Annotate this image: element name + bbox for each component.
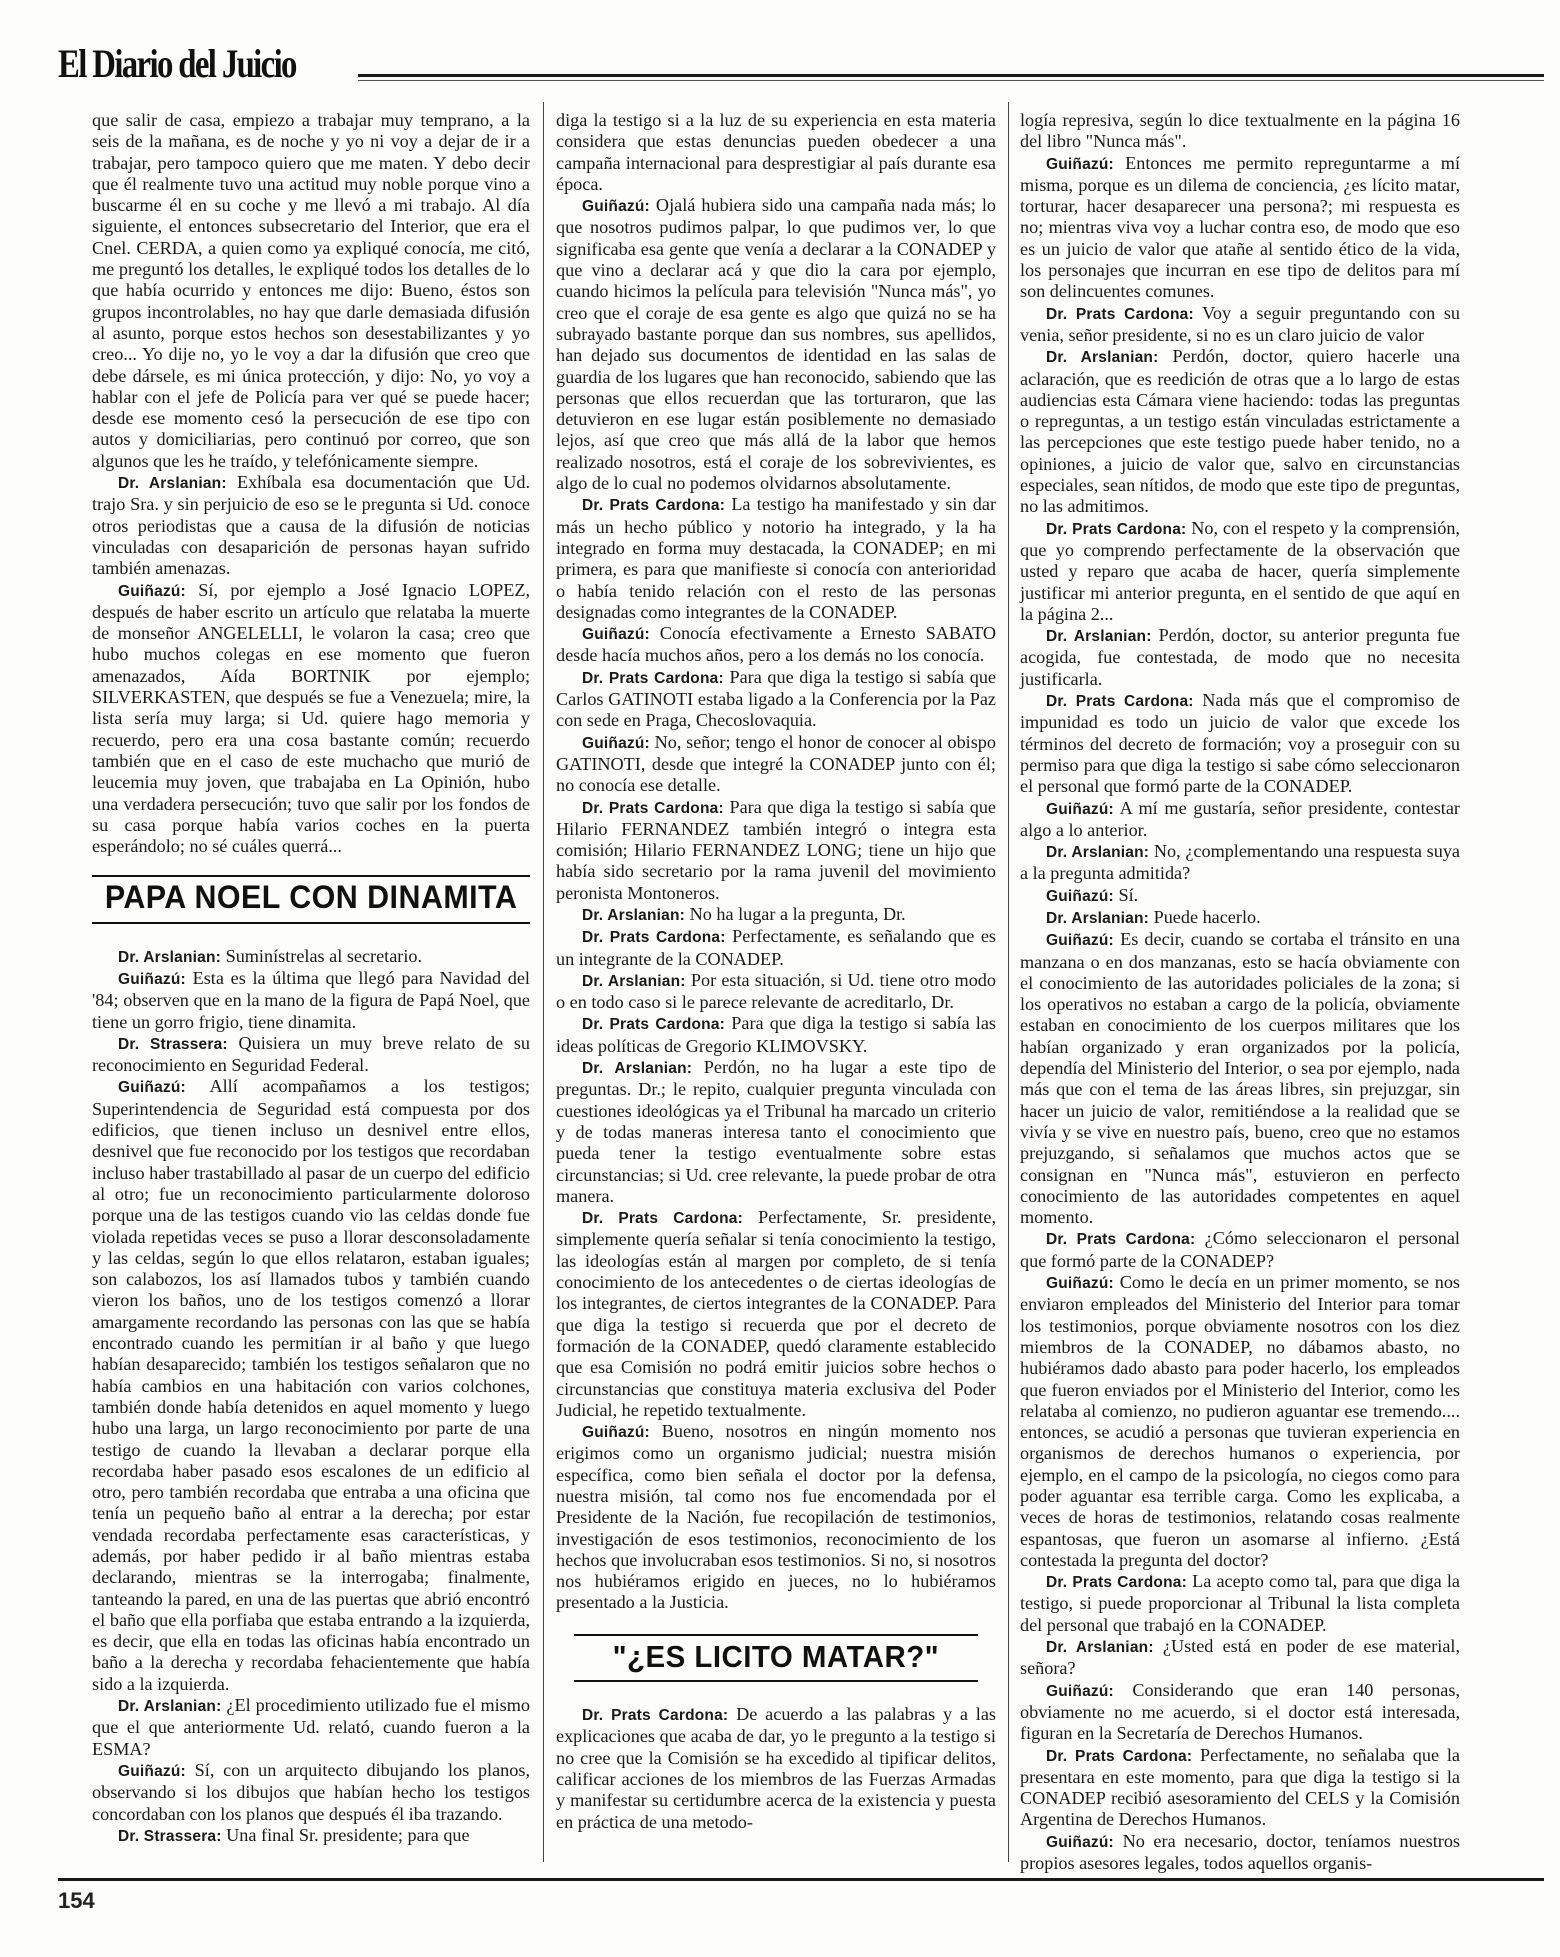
speaker-name: Dr. Arslanian : xyxy=(582,973,686,990)
masthead-rule xyxy=(358,74,1544,77)
column-1 xyxy=(92,110,530,1847)
paragraph xyxy=(556,926,996,970)
speaker-name: Guiñazú : xyxy=(1046,1275,1114,1292)
speech-text: Exhíbala esa documentación que Ud. trajo Sra. y sin perjuicio de eso se le pregunta si Ud. conoce otros periodistas que a causa de la difusión de noticias vinculadas con desaparición de personas hayan sufrido también amenazas. xyxy=(92,472,530,579)
section-heading-text: "¿ES LICITO MATAR?" xyxy=(612,1638,940,1674)
column-3 xyxy=(1020,110,1460,1874)
paragraph xyxy=(92,1760,530,1825)
paragraph: que salir de casa, empiezo a trabajar muy temprano, a la seis de la mañana, es de noche y yo ni voy a dejar de ir a trabajar, pero tampoco quiero que me maten. Y debo decir que él realmente tuvo una actitud muy noble porque vino a buscarme él en su coche y me llevó a mi trabajo. Al día siguiente, el entonces subsecretario del Interior, que era el Cnel. CERDA, a quien como ya expliqué conocía, me citó, me preguntó los detalles, le expliqué todos los detalles de lo que había ocurrido y entonces me dijo: Bueno, éstos son grupos incontrolables, no hay que darle demasiada difusión al asunto, porque estos hechos son desestabilizantes y yo creo... Yo dije no, yo le voy a dar la difusión que creo que debe dársele, es mi única protección, y dijo: No, yo voy a hablar con el jefe de Policía para ver qué se puede hacer; desde ese momento cesó la persecución de ese tipo con autos y domiciliarias, pero continuó por correo, que son algunos que les he traído, y telefónicamente siempre. xyxy=(92,110,530,471)
paragraph xyxy=(1020,518,1460,625)
speaker-name: Dr. Arslanian : xyxy=(582,907,685,924)
paragraph xyxy=(556,970,996,1014)
speaker-name: Guiñazú : xyxy=(582,735,650,752)
speaker-name: Dr. Prats Cardona : xyxy=(582,1707,728,1724)
masthead-title: El Diario del Juicio xyxy=(58,41,296,86)
speech-text: Sí, por ejemplo a José Ignacio LOPEZ, después de haber escrito un artículo que relataba la muerte de monseñor ANGELELLI, le volaron la casa; creo que hubo muchos colegas en ese momento que fueron amenazados, Aída BORTNIK por ejemplo; SILVERKASTEN, que después se fue a Venezuela; mire, la lista sería muy larga; si Ud. quiere hago memoria y recuerdo, pero era una cosa bastante común; recuerdo también que en el caso de este muchacho que murió de leucemia muy joven, que trabajaba en La Opinión, hubo una verdadera persecución; tuvo que salir por los fondos de su casa porque había varios coches en la puerta esperándolo; no sé cuáles querrá... xyxy=(92,579,530,857)
speaker-name: Dr. Prats Cardona : xyxy=(582,929,726,946)
paragraph xyxy=(1020,303,1460,347)
speech-text: Allí acompañamos a los testigos; Superintendencia de Seguridad está compuesta por dos edificios, que tienen incluso un desnivel entre ellos, desnivel que fue reconocido por los testigos que recordaban incluso haber trastabillado al pasar de un cuerpo del edificio al otro; fue un reconocimiento particularmente doloroso porque una de las testigos cuando vio las celdas donde fue violada repetidas veces se puso a llorar desconsoladamente y las celdas, según lo que ellos relataron, estaban iguales; son calabozos, los así llamados tubos y también cuando vieron los baños, uno de los testigos comenzó a llorar amargamente recordando las personas con las que se había encontrado cuando les permitían ir al baño y que luego habían desaparecido; también los testigos señalaron que no había cambios en una habitación con varios colchones, también donde había detenidos en aquel momento y luego hubo una larga, un largo reconocimiento por parte de una testigo de cuando la llevaban a declarar porque ella recordaba haber pasado esos escalones de un edificio al otro, pero también recordaba que entraba a una oficina que tenía un pequeño baño al entrar a la derecha; por estar vendada recordaba perfectamente esas características, y además, por haber pedido ir al baño mientras estaba declarando, mientras se la interrogaba; finalmente, tanteando la pared, en una de las puertas que abrió encontró el baño que ella porfiaba que estaba entrando a la izquierda, es decir, que ella en todas las oficinas había encontrado un baño a la derecha y recordaba fehacientemente que había sido a la izquierda. xyxy=(92,1076,530,1694)
speech-text: La testigo ha manifestado y sin dar más un hecho público y notorio ha integrado, y la ha integrado en forma muy destacada, la CONADEP; en mi primera, es para que manifieste si conocía con anterioridad o había tenido relación con el resto de las personas designadas como integrantes de la CONADEP. xyxy=(556,494,996,622)
paragraph xyxy=(556,667,996,732)
speech-text: Es decir, cuando se cortaba el tránsito en una manzana o en dos manzanas, esto se hacía obviamente con el conocimiento de las autoridades policiales de la zona; si los operativos no estaban a cargo de la policía, obviamente estaban en conocimiento de los cuerpos militares que los habían organizado y eran organizados por la policía, dependía del Ministerio del Interior, o sea por ejemplo, nada más que con el tema de las áreas libres, sin prejuzgar, sin hacer un juicio de valor, remitiéndose a la realidad que se vivía y se vive en nuestro país, bueno, creo que no estamos prejuzgando, si señalamos que muchos actos que se consignan en "Nunca más", estuvieron en perfecto conocimiento de las autoridades competentes en aquel momento. xyxy=(1020,929,1460,1228)
paragraph xyxy=(556,494,996,623)
speaker-name: Guiñazú : xyxy=(118,971,186,988)
speaker-name: Dr. Arslanian : xyxy=(1046,628,1152,645)
paragraph xyxy=(556,1421,996,1614)
speaker-name: Guiñazú : xyxy=(582,626,650,643)
paragraph xyxy=(556,1704,996,1833)
masthead xyxy=(58,28,1544,88)
speech-text: Perdón, no ha lugar a este tipo de preguntas. Dr.; le repito, cualquier pregunta vinculada con cuestiones ideológicas ya el Tribunal ha marcado un criterio y de todas maneras interesa tanto el conocimiento que pueda tener la testigo eventualmente sobre estas circunstancias; si Ud. cree relevante, la puede probar de otra manera. xyxy=(556,1057,996,1206)
section-heading xyxy=(574,1634,978,1682)
speech-text: Perfectamente, es señalando que es un integrante de la CONADEP. xyxy=(556,926,996,969)
paragraph xyxy=(92,968,530,1033)
paragraph xyxy=(1020,1680,1460,1745)
column-2 xyxy=(556,110,996,1833)
speech-text: Perdón, doctor, quiero hacerle una aclaración, que es reedición de otras que a lo largo de estas audiencias esta Cámara viene haciendo: todas las preguntas o repreguntas, a un testigo están vinculadas estrictamente a las percepciones que este testigo puede haber tenido, no a opiniones, a juicio de valor que, salvo en circunstancias especiales, sean nítidos, de modo que este tipo de preguntas, no las admitimos. xyxy=(1020,346,1460,517)
speaker-name: Dr. Strassera : xyxy=(118,1828,222,1845)
speaker-name: Guiñazú : xyxy=(1046,888,1114,905)
paragraph xyxy=(92,1695,530,1760)
section-heading xyxy=(92,875,530,923)
speaker-name: Guiñazú : xyxy=(118,1079,186,1096)
speech-text: Perfectamente, Sr. presidente, simplemente quería señalar si tenía conocimiento la testigo, las ideologías están al margen por completo, de si tenía conocimiento de los antecedentes o de ciertas ideologías de los integrantes, de ciertos integrantes de la CONADEP. Para que diga la testigo si recuerda que por el decreto de formación de la CONADEP, quedó claramente establecido que esa Comisión no podrá emitir juicios sobre hechos o circunstancias que constituya materia exclusiva del Poder Judicial, he repetido textualmente. xyxy=(556,1207,996,1420)
speech-text: Esta es la última que llegó para Navidad del '84; observen que en la mano de la figura de Papá Noel, que tiene un gorro frigio, tiene dinamita. xyxy=(92,967,530,1032)
speech-text: De acuerdo a las palabras y a las explicaciones que acaba de dar, yo le pregunto a la testigo si no cree que la Comisión se ha excedido al tipificar delitos, calificar acciones de los miembros de las Fuerzas Armadas y manifestar su certidumbre acerca de la existencia y puesta en práctica de una metodo- xyxy=(556,1704,996,1832)
paragraph: logía represiva, según lo dice textualmente en la página 16 del libro "Nunca más". xyxy=(1020,110,1460,152)
paragraph xyxy=(556,797,996,904)
speaker-name: Dr. Arslanian : xyxy=(1046,844,1149,861)
paragraph xyxy=(1020,625,1460,690)
paragraph xyxy=(1020,885,1460,907)
speaker-name: Guiñazú : xyxy=(1046,932,1114,949)
section-heading-text: PAPA NOEL CON DINAMITA xyxy=(104,879,518,916)
speaker-name: Guiñazú : xyxy=(118,583,186,600)
speech-text: No era necesario, doctor, teníamos nuestros propios asesores legales, todos aquellos organis- xyxy=(1020,1830,1460,1874)
speech-text: Conocía efectivamente a Ernesto SABATO desde hacía muchos años, pero a los demás no los conocía. xyxy=(556,623,996,666)
paragraph xyxy=(556,623,996,667)
speech-text: Bueno, nosotros en ningún momento nos erigimos como un organismo judicial; nuestra misión específica, como bien señala el doctor por la defensa, nuestra misión, tal como nos fue encomendada por el Presidente de la Nación, fue recopilación de testimonios, investigación de esos testimonios, reconocimiento de los hechos que involucraban esos testimonios. Si no, si nosotros nos hubiéramos erigido en jueces, no lo hubiéramos presentado a la Justicia. xyxy=(556,1421,996,1613)
speaker-name: Dr. Prats Cardona : xyxy=(1046,306,1194,323)
paragraph xyxy=(1020,1228,1460,1272)
speech-text: ¿Cómo seleccionaron el personal que formó parte de la CONADEP? xyxy=(1020,1228,1460,1271)
paragraph xyxy=(1020,1272,1460,1571)
paragraph xyxy=(1020,153,1460,303)
speech-text: No, ¿complementando una respuesta suya a la pregunta admitida? xyxy=(1020,841,1460,884)
masthead-rule-thin xyxy=(358,80,1544,81)
paragraph xyxy=(1020,346,1460,517)
speaker-name: Dr. Strassera : xyxy=(118,1036,228,1053)
speaker-name: Dr. Prats Cardona : xyxy=(582,497,725,514)
speech-text: Por esta situación, si Ud. tiene otro modo o en todo caso si le parece relevante de acreditarlo, Dr. xyxy=(556,969,996,1013)
paragraph xyxy=(556,732,996,797)
speech-text: No ha lugar a la pregunta, Dr. xyxy=(685,903,906,924)
speech-text: ¿El procedimiento utilizado fue el mismo que el que anteriormente Ud. relató, cuando fueron a la ESMA? xyxy=(92,1695,530,1759)
page-number: 154 xyxy=(58,1888,95,1913)
paragraph xyxy=(556,1057,996,1207)
speech-text: Puede hacerlo. xyxy=(1149,906,1261,927)
speaker-name: Dr. Prats Cardona : xyxy=(1046,1574,1187,1591)
speaker-name: Dr. Arslanian : xyxy=(118,475,227,492)
speech-text: Quisiera un muy breve relato de su reconocimiento en Seguridad Federal. xyxy=(92,1032,531,1076)
speech-text: Sí, con un arquitecto dibujando los planos, observando si los dibujos que habían hecho los testigos concordaban con los planos que después él iba trazando. xyxy=(92,1759,530,1824)
speech-text: Para que diga la testigo si sabía que Carlos GATINOTI estaba ligado a la Conferencia por la Paz con sede en Praga, Checoslovaquia. xyxy=(556,666,996,731)
paragraph xyxy=(92,1825,530,1847)
speaker-name: Guiñazú : xyxy=(1046,156,1114,173)
speaker-name: Guiñazú : xyxy=(1046,1834,1114,1851)
speaker-name: Guiñazú : xyxy=(1046,801,1114,818)
paragraph xyxy=(1020,907,1460,929)
speech-text: Perdón, doctor, su anterior pregunta fue acogida, fue contestada, de modo que no necesita justificarla. xyxy=(1020,625,1460,689)
speech-text: Entonces me permito repreguntarme a mí misma, porque es un dilema de conciencia, ¿es lícito matar, torturar, hacer desaparecer una persona?; mi respuesta es no; mientras viva voy a luchar contra eso, de modo que eso es un juicio de valor que atañe al sentido ético de la vida, los personajes que incurran en ese tipo de delitos para mí son delincuentes comunes. xyxy=(1020,152,1460,302)
paragraph xyxy=(1020,798,1460,842)
paragraph xyxy=(92,472,530,579)
paragraph xyxy=(556,195,996,494)
speaker-name: Dr. Arslanian : xyxy=(1046,1639,1154,1656)
column-divider xyxy=(1008,102,1009,1862)
paragraph xyxy=(92,1076,530,1695)
paragraph xyxy=(556,1207,996,1421)
paragraph xyxy=(1020,690,1460,797)
speaker-name: Dr. Prats Cardona : xyxy=(1046,693,1194,710)
paragraph xyxy=(92,946,530,968)
speech-text: Como le decía en un primer momento, se nos enviaron empleados del Ministerio del Interior para tomar los testimonios, porque obviamente nosotros con los diez miembros de la CONADEP, no dábamos abasto, no hubiéramos dado abasto para poder hacerlo, los empleados que fueron enviados por el Ministerio del Interior, como les relataba al comienzo, no pudieron aguantar ese tremendo.... entonces, se acudió a personas que tuvieran experiencia en organismos de derechos humanos o experiencia, por ejemplo, en el campo de la psicología, no ciegos como para poder aguantar esa terrible carga. Como les explicaba, a veces de horas de testimonios, relatando cosas realmente espantosas, que fueron un asomarse al infierno. ¿Está contestada la pregunta del doctor? xyxy=(1020,1272,1460,1570)
speaker-name: Dr. Prats Cardona : xyxy=(582,1016,725,1033)
column-divider xyxy=(543,102,544,1862)
speech-text: La acepto como tal, para que diga la testigo, si puede proporcionar al Tribunal la lista completa del personal que trabajó en la CONADEP. xyxy=(1020,1571,1460,1635)
paragraph xyxy=(556,904,996,926)
speech-text: Ojalá hubiera sido una campaña nada más; lo que nosotros pudimos palpar, lo que pudimos ver, lo que significaba esa gente que venía a declarar a la CONADEP y que vino a declarar acá y que dio la cara por ejemplo, cuando hicimos la película para televisión "Nunca más", yo creo que el coraje de esa gente es algo que quizá no se ha subrayado bastante porque dan sus nombres, sus apellidos, han dejado sus documentos de identidad en las salas de guardia de los lugares que han reconocido, sabiendo que las personas que ellos recuerdan que las torturaron, que las detuvieron en ese lugar están posiblemente no demasiado lejos, así que creo que más allá de la labor que hemos realizado nosotros, está el coraje de los sobrevivientes, es algo de lo cual no podemos olvidarnos absolutamente. xyxy=(556,195,996,494)
speech-text: Una final Sr. presidente; para que xyxy=(221,1824,470,1845)
speaker-name: Dr. Prats Cardona : xyxy=(1046,1231,1195,1248)
paragraph: diga la testigo si a la luz de su experiencia en esta materia considera que estas denuncias pueden obedecer a una campaña internacional para desprestigiar al país durante esa época. xyxy=(556,110,996,194)
paragraph xyxy=(1020,929,1460,1228)
paragraph xyxy=(556,1013,996,1057)
paragraph xyxy=(1020,1745,1460,1831)
footer-rule xyxy=(58,1878,1544,1881)
speaker-name: Guiñazú : xyxy=(582,1424,650,1441)
speaker-name: Dr. Arslanian : xyxy=(582,1060,692,1077)
speaker-name: Dr. Prats Cardona : xyxy=(1046,1748,1192,1765)
paragraph xyxy=(92,1033,530,1077)
speech-text: A mí me gustaría, señor presidente, contestar algo a lo anterior. xyxy=(1020,797,1460,840)
speaker-name: Dr. Prats Cardona : xyxy=(582,800,724,817)
speech-text: Perfectamente, no señalaba que la presentara en este momento, para que diga la testigo si la CONADEP recibió asesoramiento del CELS y la Comisión Argentina de Derechos Humanos. xyxy=(1020,1744,1460,1830)
speech-text: Voy a seguir preguntando con su venia, señor presidente, si no es un claro juicio de valor xyxy=(1020,302,1460,345)
speaker-name: Dr. Arslanian : xyxy=(118,949,221,966)
speech-text: ¿Usted está en poder de ese material, señora? xyxy=(1020,1636,1460,1679)
paragraph xyxy=(1020,1636,1460,1680)
speech-text: No, señor; tengo el honor de conocer al obispo GATINOTI, desde que integré la CONADEP junto con él; no conocía ese detalle. xyxy=(556,731,996,796)
paragraph xyxy=(1020,1571,1460,1636)
speech-text: Considerando que eran 140 personas, obviamente no me acuerdo, si el doctor está interesada, figuran en la Secretaría de Derechos Humanos. xyxy=(1020,1679,1460,1744)
speaker-name: Dr. Prats Cardona : xyxy=(1046,521,1186,538)
speaker-name: Dr. Prats Cardona : xyxy=(582,670,724,687)
paragraph xyxy=(1020,841,1460,885)
speaker-name: Guiñazú : xyxy=(118,1763,186,1780)
paragraph xyxy=(92,580,530,858)
speaker-name: Guiñazú : xyxy=(1046,1683,1114,1700)
speech-text: Sí. xyxy=(1113,884,1139,905)
paragraph xyxy=(1020,1831,1460,1875)
speaker-name: Guiñazú : xyxy=(582,198,650,215)
speaker-name: Dr. Arslanian : xyxy=(1046,349,1158,366)
speaker-name: Dr. Prats Cardona : xyxy=(582,1210,743,1227)
speech-text: Suminístrelas al secretario. xyxy=(221,945,423,966)
speech-text: Para que diga la testigo si sabía que Hilario FERNANDEZ también integró o integra esta comisión; Hilario FERNANDEZ LONG; tiene un hijo que había sido secretario por la rama juvenil del movimiento peronista Montoneros. xyxy=(556,796,996,903)
speech-text: Para que diga la testigo si sabía las ideas políticas de Gregorio KLIMOVSKY. xyxy=(556,1013,996,1056)
speaker-name: Dr. Arslanian : xyxy=(118,1698,221,1715)
speech-text: Nada más que el compromiso de impunidad es todo un juicio de valor que excede los términos del decreto de formación; voy a proseguir con su permiso para que diga la testigo si sabe cómo seleccionaron el personal que formó parte de la CONADEP. xyxy=(1020,690,1460,797)
speech-text: No, con el respeto y la comprensión, que yo comprendo perfectamente de la observación que usted y reparo que acaba de hacer, quería simplemente justificar mi anterior pregunta, en el sentido de que aquí en la página 2... xyxy=(1020,517,1460,624)
speaker-name: Dr. Arslanian : xyxy=(1046,910,1149,927)
